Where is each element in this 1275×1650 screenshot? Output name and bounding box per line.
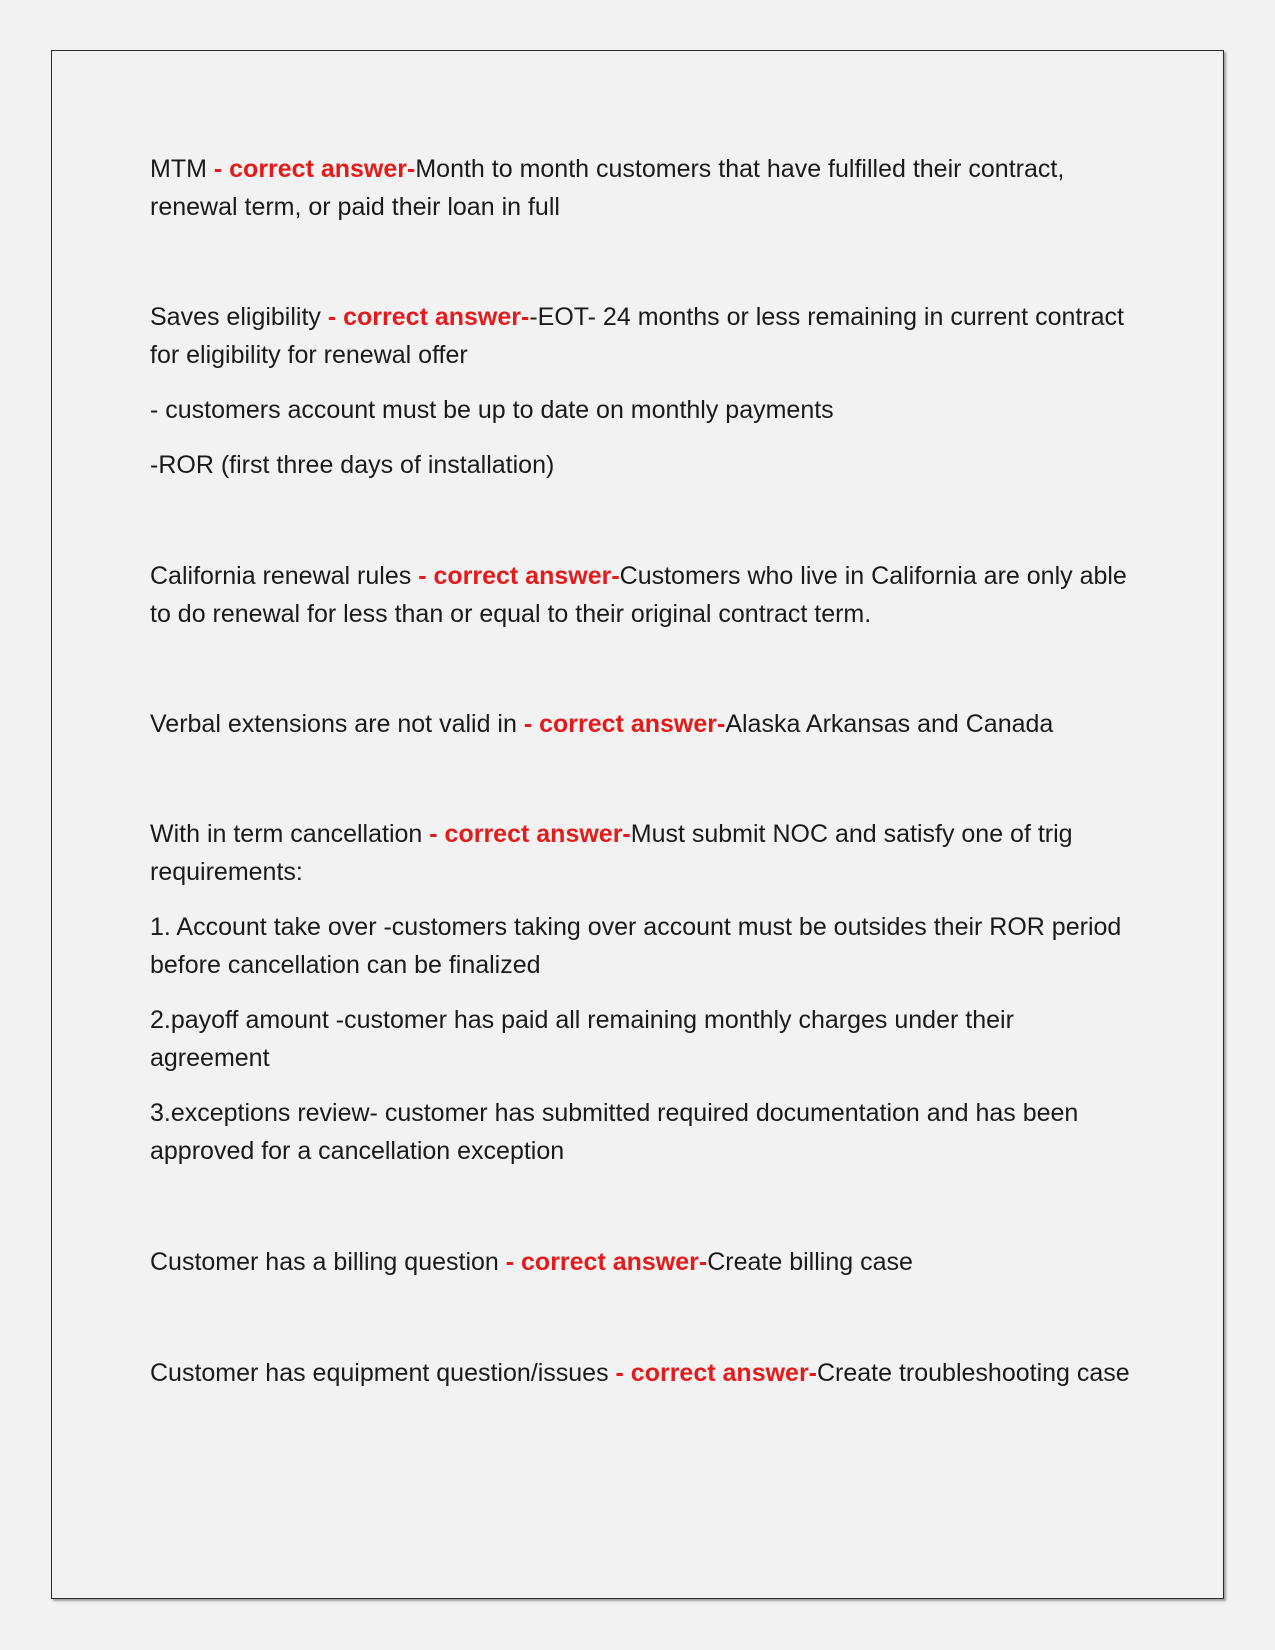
correct-answer-marker: - correct answer- — [213, 155, 416, 183]
answer: Must submit NOC and satisfy one of trig requirements: — [150, 820, 1073, 886]
correct-answer-marker: - correct answer- — [429, 820, 631, 848]
answer: Month to month customers that have fulfilled their contract, renewal term, or paid their loan in full — [150, 155, 1065, 221]
qa-line — [150, 150, 1130, 226]
correct-answer-marker: - correct answer- — [523, 710, 726, 738]
correct-answer-marker: - correct answer- — [615, 1359, 817, 1387]
term: California renewal rules — [150, 562, 419, 590]
qa-line — [150, 298, 1130, 374]
term: Saves eligibility — [150, 303, 328, 331]
qa-item-california-renewal — [150, 557, 1130, 633]
correct-answer-marker: - correct answer- — [505, 1248, 708, 1276]
qa-line — [150, 1243, 913, 1281]
qa-item-billing-question — [150, 1243, 913, 1281]
qa-item-verbal-extensions — [150, 705, 1053, 743]
answer: Alaska Arkansas and Canada — [725, 710, 1054, 738]
term: Verbal extensions are not valid in — [150, 710, 524, 738]
qa-item-mtm — [150, 150, 1130, 226]
qa-line — [150, 705, 1053, 743]
detail-line: 2.payoff amount -customer has paid all remaining monthly charges under their agreement — [150, 1006, 1014, 1072]
term: MTM — [150, 155, 214, 183]
qa-item-equipment-question — [150, 1354, 1130, 1392]
answer: Create troubleshooting case — [817, 1359, 1130, 1387]
qa-line — [150, 1354, 1130, 1392]
detail-line: - customers account must be up to date on monthly payments — [150, 396, 834, 424]
detail-line: -ROR (first three days of installation) — [150, 451, 555, 479]
correct-answer-marker: - correct answer- — [327, 303, 530, 331]
answer: Create billing case — [707, 1248, 913, 1276]
answer: Customers who live in California are only able to do renewal for less than or equal to their original contract term. — [150, 562, 1127, 628]
correct-answer-marker: - correct answer- — [418, 562, 620, 590]
qa-item-saves-eligibility — [150, 298, 1130, 484]
qa-item-in-term-cancellation — [150, 815, 1130, 1170]
term: Customer has equipment question/issues — [150, 1359, 616, 1387]
answer: -EOT- 24 months or less remaining in current contract for eligibility for renewal offer — [150, 303, 1125, 369]
detail-line: 3.exceptions review- customer has submitted required documentation and has been approved for a cancellation exception — [150, 1099, 1079, 1165]
term: With in term cancellation — [150, 820, 430, 848]
qa-line — [150, 815, 1130, 891]
term: Customer has a billing question — [150, 1248, 506, 1276]
detail-line: 1. Account take over -customers taking over account must be outsides their ROR period before cancellation can be finalized — [150, 913, 1122, 979]
qa-line — [150, 557, 1130, 633]
